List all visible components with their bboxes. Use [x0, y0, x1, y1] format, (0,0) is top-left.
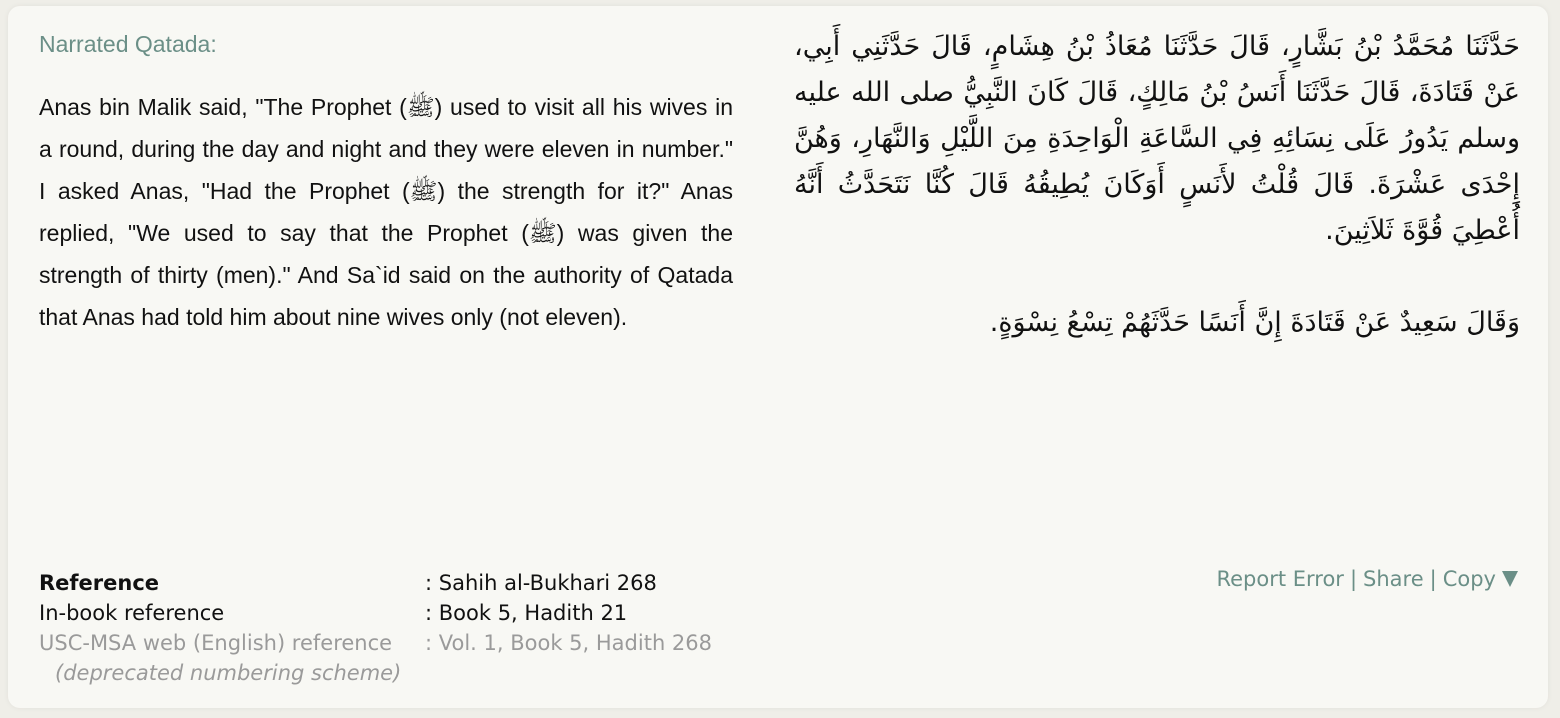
usc-msa-reference-value: : Vol. 1, Book 5, Hadith 268: [425, 631, 713, 655]
share-link[interactable]: Share: [1363, 567, 1424, 591]
arabic-column: [794, 24, 1520, 392]
reference-value: : Sahih al-Bukhari 268: [425, 571, 657, 595]
caret-down-icon[interactable]: [1502, 571, 1518, 587]
reference-table: [39, 568, 712, 688]
reference-row: [39, 568, 712, 598]
in-book-reference-label: In-book reference: [39, 601, 225, 625]
in-book-reference-row: [39, 598, 712, 628]
reference-label: Reference: [39, 571, 160, 595]
deprecated-numbering-note: (deprecated numbering scheme): [55, 661, 402, 685]
hadith-actions: [1216, 564, 1518, 594]
hadith-card: [8, 6, 1548, 708]
english-column: [39, 28, 733, 338]
arabic-paragraph-main: حَدَّثَنَا مُحَمَّدُ بْنُ بَشَّارٍ، قَالَ حَدَّثَنَا مُعَاذُ بْنُ هِشَامٍ، قَالَ حَدَّثَنِي أَبِي، عَنْ قَتَادَةَ، قَالَ حَدَّثَنَا أَنَسُ بْنُ مَالِكٍ، قَالَ كَانَ النَّبِيُّ صلى الله عليه وسلم يَدُورُ عَلَى نِسَائِهِ فِي السَّاعَةِ الْوَاحِدَةِ مِنَ اللَّيْلِ وَالنَّهَارِ، وَهُنَّ إِحْدَى عَشْرَةَ‏.‏ قَالَ قُلْتُ لأَنَسٍ أَوَكَانَ يُطِيقُهُ قَالَ كُنَّا نَتَحَدَّثُ أَنَّهُ أُعْطِيَ قُوَّةَ ثَلاَثِينَ‏.‏: [794, 31, 1520, 246]
arabic-paragraph-note: وَقَالَ سَعِيدٌ عَنْ قَتَادَةَ إِنَّ أَنَسًا حَدَّثَهُمْ تِسْعُ نِسْوَةٍ‏.‏: [989, 307, 1520, 338]
action-separator: |: [1349, 567, 1358, 591]
usc-msa-reference-label: USC-MSA web (English) reference: [39, 631, 393, 655]
in-book-reference-value: : Book 5, Hadith 21: [425, 601, 628, 625]
copy-link[interactable]: [1443, 567, 1518, 591]
usc-msa-reference-row: [39, 628, 712, 658]
copy-label: Copy: [1442, 567, 1496, 591]
action-separator: |: [1429, 567, 1437, 591]
narrator-heading: Narrated Qatada:: [39, 31, 217, 57]
report-error-link[interactable]: Report Error: [1216, 567, 1344, 591]
english-text: Anas bin Malik said, "The Prophet (ﷺ) used to visit all his wives in a round, during the day and night and they were eleven in number." I asked Anas, "Had the Prophet (ﷺ) the strength for it?" Anas replied, "We used to say that the Prophet (ﷺ) was given the strength of thirty (men)." And Sa`id said on the authority of Qatada that Anas had told him about nine wives only (not eleven).: [39, 94, 733, 330]
